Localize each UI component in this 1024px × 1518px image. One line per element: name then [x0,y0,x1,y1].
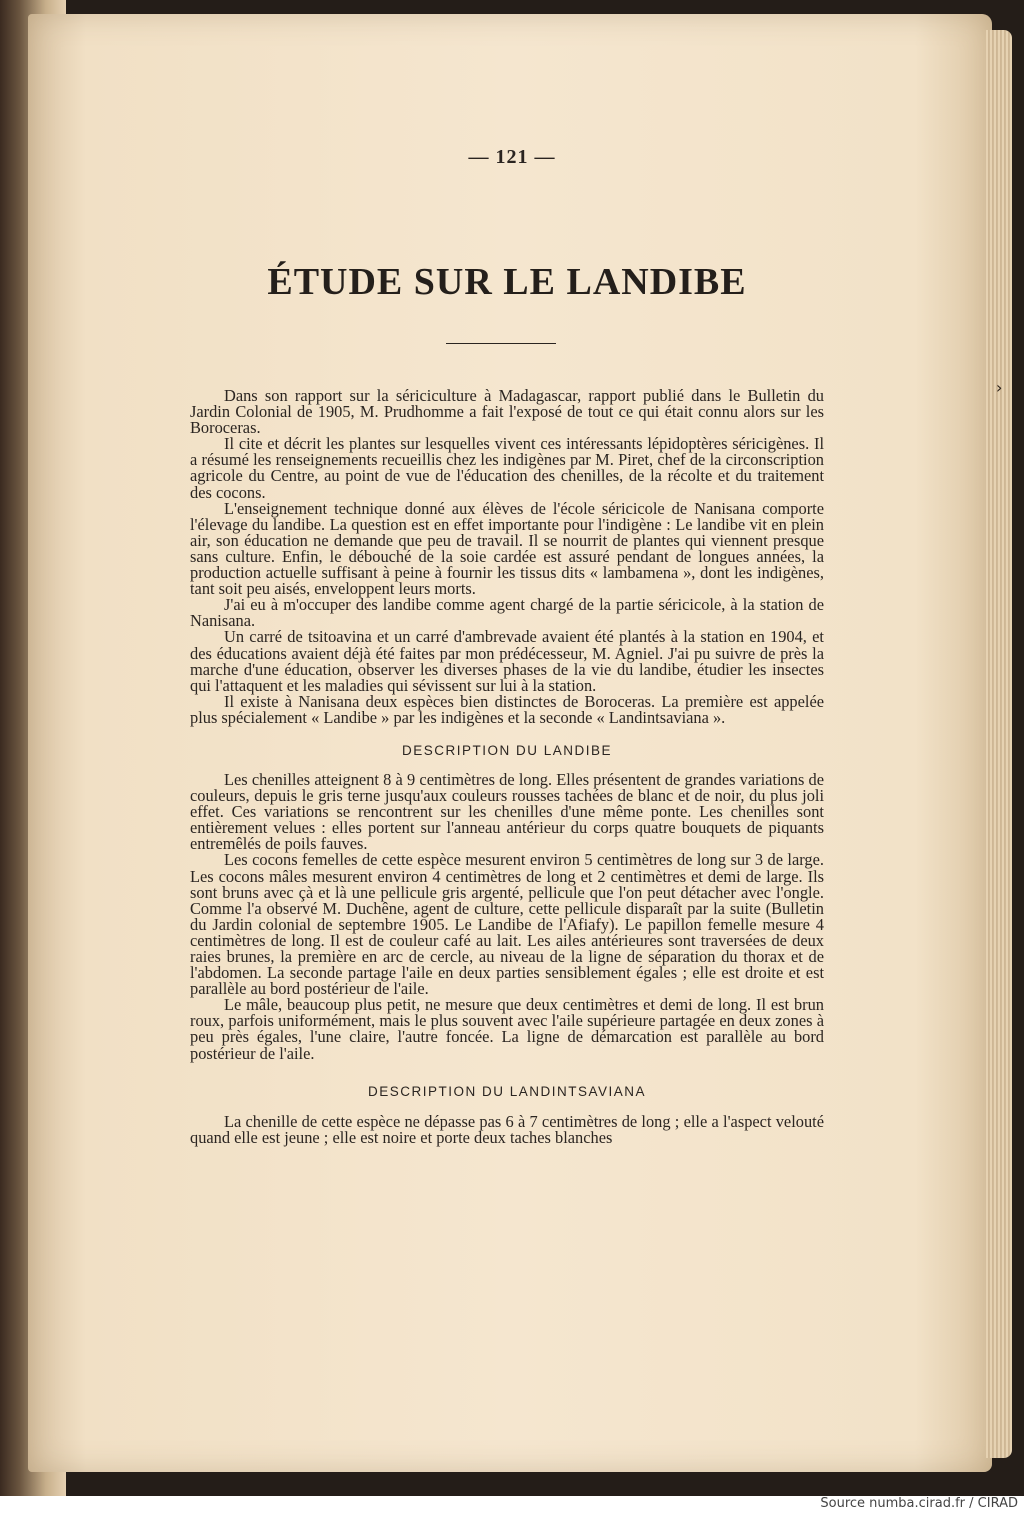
paragraph: J'ai eu à m'occuper des landibe comme agent chargé de la partie séricicole, à la station de Nanisana. [190,595,824,631]
margin-mark: › [996,378,1003,397]
section-heading-landibe: DESCRIPTION DU LANDIBE [401,742,613,758]
paragraph: La chenille de cette espèce ne dépasse pas 6 à 7 centimètres de long ; elle a l'aspect velouté quand elle est jeune ; elle est noire et porte deux taches blanches [190,1111,824,1147]
paragraph: Il existe à Nanisana deux espèces bien distinctes de Boroceras. La première est appelée plus spécialement « Landibe » par les indigènes et la seconde « Landintsaviana ». [190,691,824,727]
paragraph: Dans son rapport sur la sériciculture à Madagascar, rapport publié dans le Bulletin du Jardin Colonial de 1905, M. Prudhomme a fait l'exposé de tout ce qui était connu alors sur les Boroceras. [190,386,824,438]
paragraph: Les chenilles atteignent 8 à 9 centimètres de long. Elles présentent de grandes variations de couleurs, depuis le gris terne jusqu'aux couleurs rousses tachées de blanc et de noir, du plus joli effet. Ces variations se rencontrent sur les chenilles d'une même ponte. Les chenilles sont entièrement velues : elles portent sur l'anneau antérieur du corps quatre bouquets de piquants entremêlés de poils fauves. [190,769,824,854]
paragraph: L'enseignement technique donné aux élèves de l'école séricicole de Nanisana comporte l'élevage du landibe. La question est en effet importante pour l'indigène : Le landibe vit en plein air, son éducation ne demande que peu de travail. Il se nourrit de plantes qui viennent presque sans culture. Enfin, le débouché de la soie cardée est assuré pendant de longues années, la production actuelle suffisant à peine à fournir les tissus dits « lambamena », dont les indigènes, tant soit peu aisés, enveloppent leurs morts. [190,498,824,599]
paragraph: Les cocons femelles de cette espèce mesurent environ 5 centimètres de long sur 3 de large. Les cocons mâles mesurent environ 4 centimètres de long et 2 centimètres et demi de large. Ils sont bruns avec çà et là une pellicule gris argenté, pellicule que l'on peut détacher avec l'ongle. Comme l'a observé M. Duchêne, agent de culture, cette pellicule disparaît par la suite (Bulletin du Jardin colonial de septembre 1905. Le Landibe de l'Afiafy). Le papillon femelle mesure 4 centimètres de long. Il est de couleur café au lait. Les ailes antérieures sont traversées de deux raies brunes, la première en arc de cercle, au niveau de la ligne de séparation du thorax et de l'abdomen. La seconde partage l'aile en deux parties sensiblement égales ; elle est droite et est parallèle au bord postérieur de l'aile. [190,850,824,999]
section-heading-landintsaviana: DESCRIPTION DU LANDINTSAVIANA [367,1083,647,1099]
page-edges [986,30,1012,1458]
article-body [190,388,824,1146]
page-title: ÉTUDE SUR LE LANDIBE [267,261,747,303]
paragraph: Il cite et décrit les plantes sur lesquelles vivent ces intéressants lépidoptères séricigènes. Il a résumé les renseignements recueillis chez les indigènes par M. Piret, chef de la circonscription agricole du Centre, au point de vue de l'éducation des chenilles, de la récolte et du traitement des cocons. [190,434,824,502]
title-divider [446,343,556,344]
page-number: — 121 — [468,146,556,168]
paragraph: Le mâle, beaucoup plus petit, ne mesure que deux centimètres et demi de long. Il est brun roux, parfois uniformément, mais le plus souvent avec l'aile supérieure partagée en deux zones à peu près égales, l'une claire, l'autre foncée. La ligne de démarcation est parallèle au bord postérieur de l'aile. [190,995,824,1063]
source-credit: Source numba.cirad.fr / CIRAD [820,1496,1018,1511]
paragraph: Un carré de tsitoavina et un carré d'ambrevade avaient été plantés à la station en 1904, et des éducations avaient déjà été faites par mon prédécesseur, M. Agniel. J'ai pu suivre de près la marche d'une éducation, observer les diverses phases de la vie du landibe, étudier les insectes qui l'attaquent et les maladies qui sévissent sur lui à la station. [190,627,824,695]
